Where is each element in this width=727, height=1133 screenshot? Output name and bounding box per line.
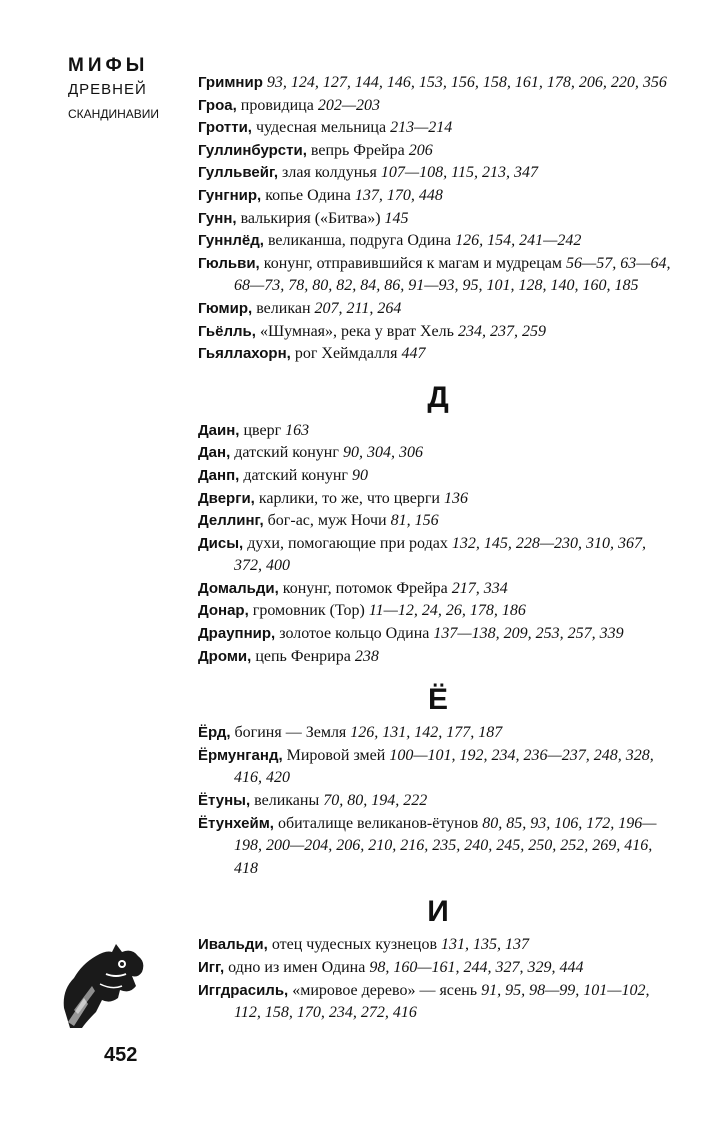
entry-term: Ивальди, (198, 936, 268, 954)
entry-pages: 202—203 (317, 96, 381, 114)
index-entry (198, 600, 678, 623)
index-entry (198, 578, 678, 601)
index-entry (198, 813, 678, 881)
entry-term: Дверги, (198, 489, 255, 507)
index-entry (198, 790, 678, 813)
index-entry (198, 208, 678, 231)
entry-description: цверг (239, 421, 286, 439)
entry-pages: 213—214 (390, 119, 453, 137)
entry-description: чудесная мельница (251, 119, 391, 137)
index-entry (198, 185, 678, 208)
entry-pages: 163 (285, 421, 310, 439)
index-entry (198, 934, 678, 957)
index-entry (198, 745, 678, 790)
index-entry (198, 510, 678, 533)
index-entry (198, 722, 678, 745)
index-entry (198, 162, 678, 185)
entry-pages: 145 (384, 209, 409, 227)
entry-description: «мировое дерево» — ясень (288, 981, 482, 999)
entry-pages: 137, 170, 448 (354, 186, 443, 204)
entry-description: конунг, потомок Фрейра (278, 579, 452, 597)
entry-description: духи, помогающие при родах (243, 534, 452, 552)
entry-term: Гунн, (198, 209, 237, 227)
entry-term: Ёрд, (198, 724, 231, 742)
entry-pages: 238 (354, 647, 379, 665)
entry-description: великан (252, 299, 315, 317)
entry-pages: 136 (443, 489, 468, 507)
entry-term: Игг, (198, 959, 225, 976)
header-line-1: МИФЫ (68, 55, 149, 76)
index-entry (198, 465, 678, 488)
dragon-head-icon (60, 938, 146, 1035)
header-line-2: ДРЕВНЕЙ (68, 81, 147, 98)
index-entry (198, 980, 678, 1025)
entry-term: Гротти, (198, 119, 252, 137)
index-entry (198, 442, 678, 465)
entry-term: Дисы, (198, 534, 244, 552)
header-line-3: СКАНДИНАВИИ (68, 107, 160, 121)
entry-pages: 90 (352, 466, 368, 484)
section-letter: Ё (427, 683, 449, 717)
entry-pages: 207, 211, 264 (314, 299, 402, 317)
index-entry (198, 72, 678, 95)
entry-description: бог-ас, муж Ночи (263, 512, 391, 530)
entry-term: Ётунхейм, (198, 814, 274, 832)
index-entry (198, 117, 678, 140)
entry-term: Данп, (198, 466, 240, 484)
entry-description: валькирия («Битва») (236, 209, 385, 227)
entry-pages: 126, 131, 142, 177, 187 (350, 724, 503, 742)
index-entry (198, 343, 678, 366)
entry-term: Гюмир, (198, 299, 253, 317)
entry-pages: 217, 334 (451, 579, 508, 597)
entry-description: датский конунг (239, 466, 352, 484)
entry-term: Гроа, (198, 96, 237, 114)
entry-pages: 70, 80, 194, 222 (323, 792, 428, 810)
entry-description: Мировой змей (282, 746, 390, 764)
entry-term: Даин, (198, 421, 240, 439)
entry-term: Гунгнир, (198, 186, 262, 204)
entry-term: Ётуны, (198, 792, 251, 810)
section-letter: Д (427, 380, 449, 414)
entry-pages: 98, 160—161, 244, 327, 329, 444 (369, 959, 584, 976)
entry-term: Иггдрасиль, (198, 981, 289, 999)
index-entry (198, 646, 678, 669)
entry-term: Гьёлль, (198, 322, 256, 340)
index-entry (198, 488, 678, 511)
entry-description: великанша, подруга Одина (263, 232, 456, 250)
entry-term: Гьяллахорн, (198, 345, 291, 363)
entry-term: Дроми, (198, 647, 252, 665)
index-entry (198, 957, 678, 980)
page-number: 452 (104, 1044, 138, 1066)
entry-description: «Шумная», река у врат Хель (255, 322, 458, 340)
entry-pages: 100—101, 192, 234, 236—237, 248, 328, 416, 420 (234, 746, 654, 787)
entry-pages: 137—138, 209, 253, 257, 339 (433, 625, 624, 643)
index-entry (198, 95, 678, 118)
entry-term: Дан, (198, 444, 231, 462)
index-entry (198, 230, 678, 253)
entry-pages: 11—12, 24, 26, 178, 186 (368, 602, 526, 620)
entry-pages: 81, 156 (390, 512, 439, 530)
entry-description: провидица (236, 96, 318, 114)
entry-term: Домальди, (198, 579, 279, 597)
entry-pages: 447 (401, 345, 426, 363)
entry-term: Донар, (198, 602, 249, 620)
entry-description: одно из имен Одина (224, 959, 370, 976)
entry-pages: 56—57, 63—64, 68—73, 78, 80, 82, 84, 86, 91—93, 95, 101, 128, 140, 160, 185 (234, 254, 671, 295)
entry-description: богиня — Земля (230, 724, 351, 742)
entry-term: Гюльви, (198, 254, 260, 272)
entry-term: Деллинг, (198, 512, 264, 530)
entry-term: Драупнир, (198, 625, 276, 643)
entry-pages: 80, 85, 93, 106, 172, 196—198, 200—204, 206, 210, 216, 235, 240, 245, 250, 252, 269, 416, 418 (234, 814, 657, 877)
entry-description: цепь Фенрира (251, 647, 355, 665)
entry-description: копье Одина (261, 186, 355, 204)
entry-term: Гримнир (198, 74, 263, 91)
index-entry (198, 140, 678, 163)
entry-description: золотое кольцо Одина (275, 625, 434, 643)
entry-description: обиталище великанов-ётунов (273, 814, 483, 832)
entry-description: рог Хеймдалля (290, 345, 402, 363)
entry-pages: 132, 145, 228—230, 310, 367, 372, 400 (234, 534, 647, 575)
index-entry (198, 298, 678, 321)
entry-pages: 107—108, 115, 213, 347 (380, 164, 538, 182)
entry-term: Гуннлёд, (198, 232, 264, 250)
section-letter: И (427, 895, 449, 929)
entry-description: конунг, отправившийся к магам и мудрецам (259, 254, 566, 272)
index-entry (198, 253, 678, 298)
index-entry (198, 533, 678, 578)
entry-description: отец чудесных кузнецов (267, 936, 441, 954)
entry-pages: 90, 304, 306 (342, 444, 423, 462)
entry-description: громовник (Тор) (248, 602, 369, 620)
index-body (198, 72, 678, 1025)
entry-pages: 234, 237, 259 (457, 322, 546, 340)
entry-pages: 91, 95, 98—99, 101—102, 112, 158, 170, 234, 272, 416 (234, 981, 650, 1022)
entry-term: Гуллинбурсти, (198, 141, 307, 159)
running-header (68, 54, 159, 126)
entry-pages: 126, 154, 241—242 (455, 232, 582, 250)
entry-description: злая колдунья (278, 164, 381, 182)
entry-description: датский конунг (230, 444, 343, 462)
index-entry (198, 420, 678, 443)
entry-pages: 206 (408, 141, 433, 159)
entry-term: Гулльвейг, (198, 164, 279, 182)
entry-term: Ёрмунганд, (198, 746, 283, 764)
index-entry (198, 321, 678, 344)
index-entry (198, 623, 678, 646)
entry-pages: 93, 124, 127, 144, 146, 153, 156, 158, 161, 178, 206, 220, 356 (266, 74, 667, 91)
entry-description: великаны (250, 792, 324, 810)
entry-pages: 131, 135, 137 (441, 936, 529, 954)
entry-description: вепрь Фрейра (306, 141, 409, 159)
entry-description: карлики, то же, что цверги (254, 489, 444, 507)
